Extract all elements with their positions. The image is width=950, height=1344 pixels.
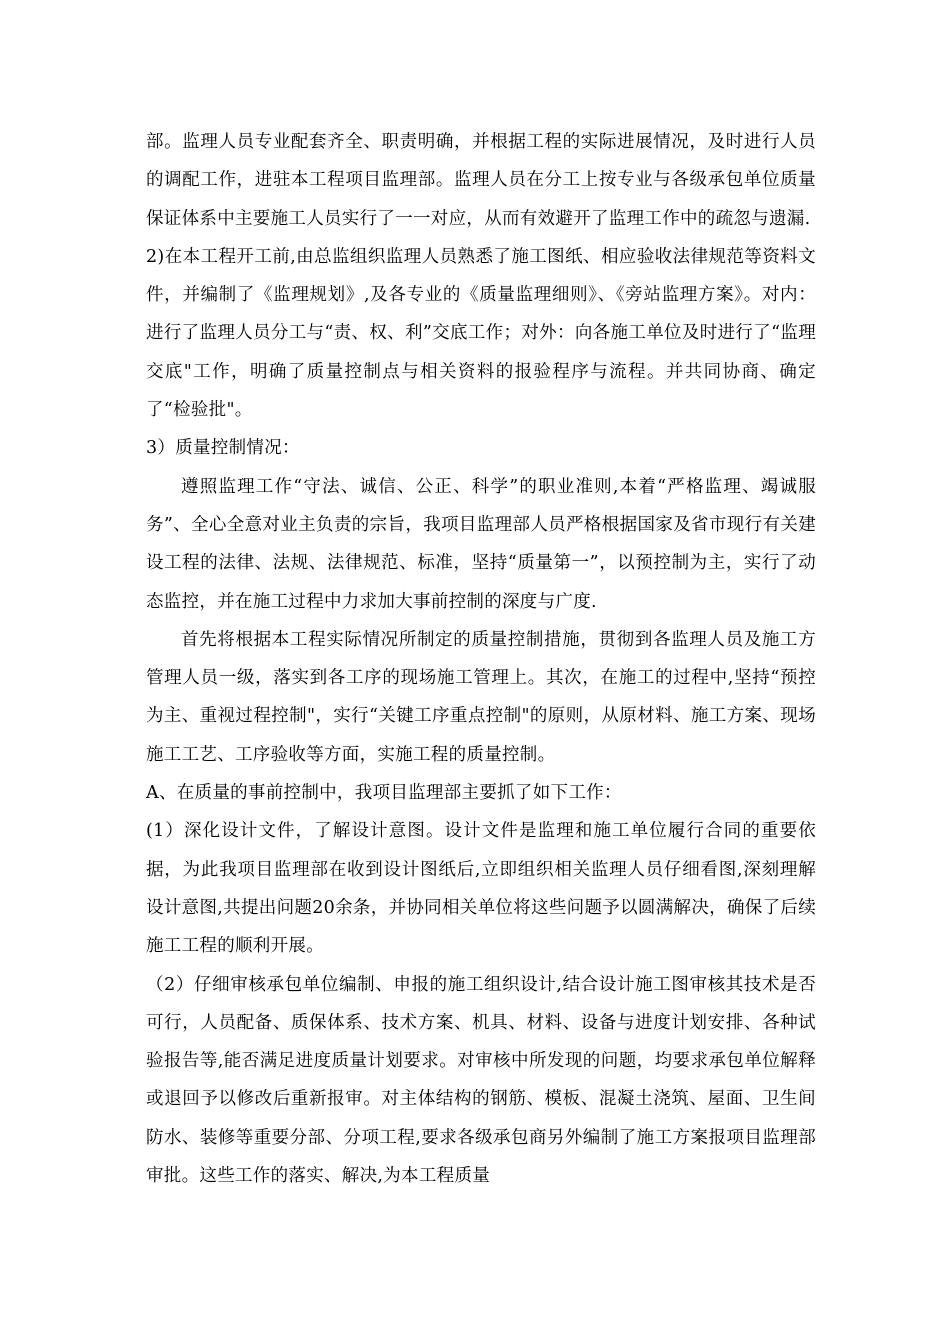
paragraph-item-2: （2）仔细审核承包单位编制、申报的施工组织设计,结合设计施工图审核其技术是否可行，人员配备、质保体系、技术方案、机具、材料、设备与进度计划安排、各种试验报告等,能否满足进度质量计划要求。对审核中所发现的问题，均要求承包单位解释或退回予以修改后重新报审。对主体结构的钢筋、模板、混凝土浇筑、屋面、卫生间防水、装修等重要分部、分项工程,要求各级承包商另外编制了施工方案报项目监理部审批。这些工作的落实、解决,为本工程质量 <box>146 974 816 1187</box>
paragraph-staffing: 部。监理人员专业配套齐全、职责明确，并根据工程的实际进展情况，及时进行人员的调配工作，进驻本工程项目监理部。监理人员在分工上按专业与各级承包单位质量保证体系中主要施工人员实行了一一对应，从而有效避开了监理工作中的疏忽与遗漏. <box>146 132 816 229</box>
paragraph-principles: 遵照监理工作“守法、诚信、公正、科学”的职业准则,本着“严格监理、竭诚服务”、全心全意对业主负责的宗旨，我项目监理部人员严格根据国家及省市现行有关建设工程的法律、法规、法律规范、标准，坚持“质量第一”，以预控制为主，实行了动态监控，并在施工过程中力求加大事前控制的深度与广度. <box>146 476 816 612</box>
paragraph-measures: 首先将根据本工程实际情况所制定的质量控制措施，贯彻到各监理人员及施工方管理人员一级，落实到各工序的现场施工管理上。其次，在施工的过程中,坚持“预控为主、重视过程控制"，实行“关键工序重点控制"的原则，从原材料、施工方案、现场施工工艺、工序验收等方面，实施工程的质量控制。 <box>146 629 816 765</box>
paragraph-preparation: 2)在本工程开工前,由总监组织监理人员熟悉了施工图纸、相应验收法律规范等资料文件，并编制了《监理规划》,及各专业的《质量监理细则》、《旁站监理方案》。对内：进行了监理人员分工与“责、权、利”交底工作；对外：向各施工单位及时进行了“监理交底"工作，明确了质量控制点与相关资料的报验程序与流程。并共同协商、确定了“检验批"。 <box>146 246 816 421</box>
paragraph-section-a: A、在质量的事前控制中，我项目监理部主要抓了如下工作： <box>146 783 622 804</box>
body-text <box>146 123 816 1195</box>
paragraph-quality-heading: 3）质量控制情况： <box>146 438 300 459</box>
paragraph-item-1: (1）深化设计文件，了解设计意图。设计文件是监理和施工单位履行合同的重要依据，为此我项目监理部在收到设计图纸后,立即组织相关监理人员仔细看图,深刻理解设计意图,共提出问题20余条，并协同相关单位将这些问题予以圆满解决，确保了后续施工工程的顺利开展。 <box>146 821 816 957</box>
